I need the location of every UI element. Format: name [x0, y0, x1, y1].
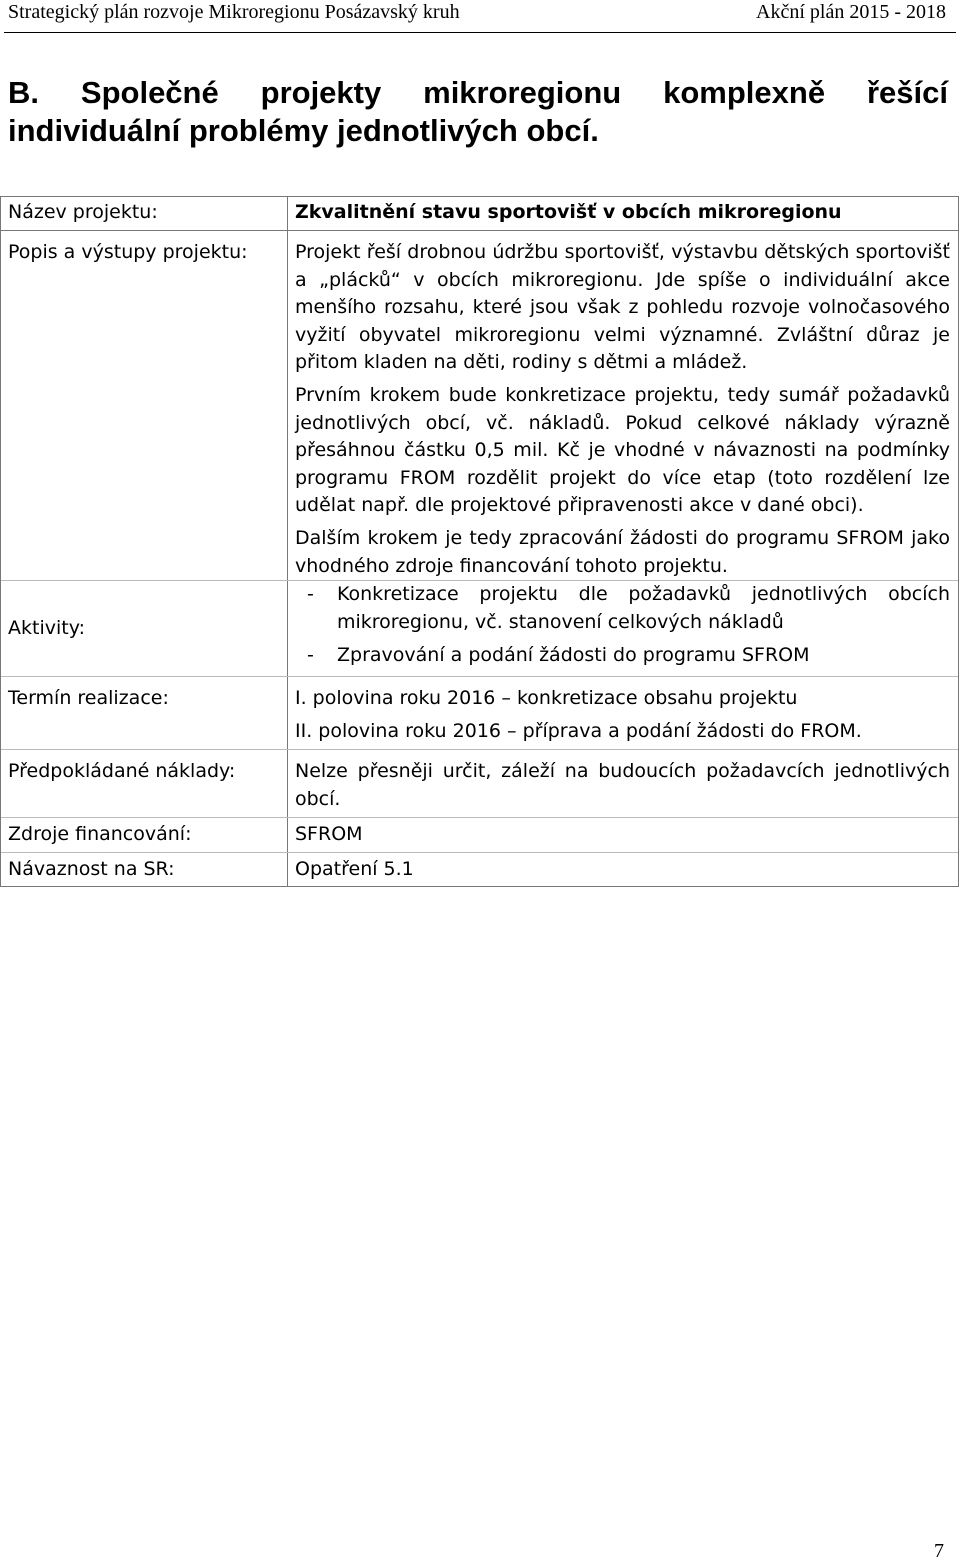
costs-label: Předpokládané náklady: [1, 750, 288, 817]
sr-label: Návaznost na SR: [1, 853, 288, 886]
funding-label: Zdroje financování: [1, 818, 288, 851]
page-header [0, 0, 960, 34]
activity-text: Konkretizace projektu dle požadavků jednotlivých obcích mikroregionu, vč. stanovení celkových nákladů [337, 583, 950, 633]
activity-text: Zpravování a podání žádosti do programu SFROM [337, 644, 810, 667]
sr-value: Opatření 5.1 [295, 857, 414, 880]
activities-value [288, 581, 958, 675]
costs-row [1, 750, 958, 818]
description-paragraph-3: Dalším krokem je tedy zpracování žádosti do programu SFROM jako vhodného zdroje financování tohoto projektu. [295, 527, 950, 577]
activities-label: Aktivity: [1, 581, 288, 675]
funding-value: SFROM [295, 823, 363, 846]
term-line: I. polovina roku 2016 – konkretizace obsahu projektu [295, 686, 798, 709]
activity-dash: - [307, 583, 314, 606]
activity-item [295, 581, 950, 636]
term-label: Termín realizace: [1, 677, 288, 750]
description-row [1, 231, 958, 581]
section-title: B. Společné projekty mikroregionu komplexně řešící individuální problémy jednotlivých obcí. [8, 75, 948, 148]
term-row [1, 677, 958, 751]
description-label: Popis a výstupy projektu: [1, 231, 288, 580]
sr-row [1, 853, 958, 886]
header-document-title: Strategický plán rozvoje Mikroregionu Posázavský kruh [8, 1, 460, 23]
project-name-row [1, 197, 958, 231]
page-number: 7 [934, 1540, 944, 1562]
description-paragraph-2: Prvním krokem bude konkretizace projektu, tedy sumář požadavků jednotlivých obcí, vč. nákladů. Pokud celkové náklady výrazně přesáhnou částku 0,5 mil. Kč je vhodné v návaznosti na podmínky programu FROM rozdělit projekt do více etap (toto rozdělení lze udělat např. dle projektové připravenosti akce v dané obci). [295, 384, 950, 517]
project-table [0, 196, 959, 887]
funding-row [1, 818, 958, 852]
costs-value: Nelze přesněji určit, záleží na budoucích požadavcích jednotlivých obcí. [295, 760, 950, 810]
project-name-label: Název projektu: [1, 197, 288, 230]
description-paragraph-1: Projekt řeší drobnou údržbu sportovišť, výstavbu dětských sportovišť a „plácků“ v obcích mikroregionu. Jde spíše o individuální akce menšího rozsahu, které jsou však z pohledu rozvoje volnočasového vyžití obyvatel mikroregionu velmi významné. Zvláštní důraz je přitom kladen na děti, rodiny s dětmi a mládež. [295, 241, 950, 374]
activity-item [295, 642, 950, 669]
term-line: II. polovina roku 2016 – příprava a podání žádosti do FROM. [295, 719, 862, 742]
activity-dash: - [307, 644, 314, 667]
activities-row [1, 581, 958, 676]
project-name-value: Zkvalitnění stavu sportovišť v obcích mikroregionu [295, 201, 842, 223]
description-value [288, 231, 958, 580]
header-rule [4, 32, 956, 33]
term-value [288, 677, 958, 750]
header-plan-period: Akční plán 2015 - 2018 [756, 1, 946, 23]
